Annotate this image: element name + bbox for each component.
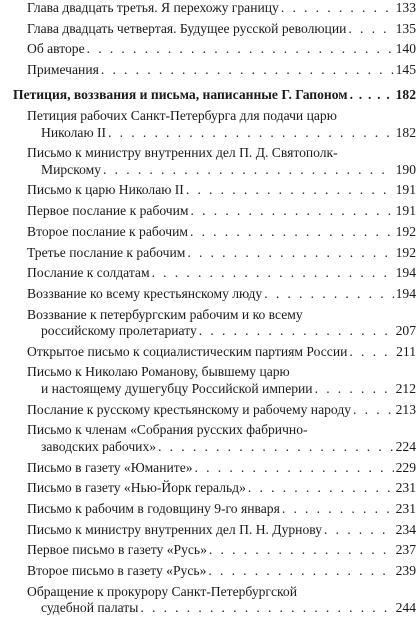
leader-dots bbox=[209, 542, 394, 559]
toc-entry-title: Второе послание к рабочим bbox=[27, 223, 188, 239]
leader-dots bbox=[348, 21, 393, 38]
leader-dots bbox=[264, 286, 393, 303]
toc-entry-page: 211 bbox=[396, 343, 416, 359]
leader-dots bbox=[199, 323, 394, 340]
toc-entry bbox=[0, 203, 418, 220]
leader-dots bbox=[281, 0, 394, 17]
leader-dots bbox=[190, 224, 394, 241]
toc-entry-page: 212 bbox=[395, 380, 416, 396]
toc-entry-page: 194 bbox=[395, 285, 416, 301]
toc-entry-title: Открытое письмо к социалистическим партиям России bbox=[27, 343, 348, 359]
toc-entry bbox=[0, 265, 418, 282]
toc-entry-title-line1: Письмо к членам «Собрания русских фабрично- bbox=[27, 422, 308, 438]
leader-dots bbox=[152, 265, 394, 282]
toc-entry-title: Письмо к рабочим в годовщину 9-го января bbox=[27, 500, 280, 516]
toc-entry-title-line1: Письмо к министру внутренних дел П. Д. Святополк- bbox=[27, 145, 338, 161]
leader-dots bbox=[282, 501, 394, 518]
toc-entry-page: 237 bbox=[395, 542, 416, 558]
toc-entry-page: 140 bbox=[395, 41, 416, 57]
leader-dots bbox=[195, 460, 394, 477]
toc-entry bbox=[0, 584, 418, 617]
toc-entry-title: Глава двадцать четвертая. Будущее русской революции bbox=[27, 20, 347, 36]
leader-dots bbox=[191, 203, 394, 220]
toc-entry bbox=[0, 402, 418, 419]
toc-entry-title: Мирскому bbox=[41, 161, 102, 177]
toc-entry-title: Николаю II bbox=[41, 124, 107, 140]
toc-entry-title: Письмо в газету «Нью-Йорк геральд» bbox=[27, 480, 246, 496]
toc-entry bbox=[0, 41, 418, 58]
toc-entry bbox=[0, 460, 418, 477]
toc-entry-page: 231 bbox=[395, 480, 416, 496]
toc-entry-title: Второе письмо в газету «Русь» bbox=[27, 562, 207, 578]
toc-entry-page: 145 bbox=[395, 62, 416, 78]
toc-entry bbox=[0, 422, 418, 455]
toc-entry bbox=[0, 480, 418, 497]
toc-entry-title: российскому пролетариату bbox=[41, 323, 197, 339]
toc-entry bbox=[0, 286, 418, 303]
leader-dots bbox=[87, 41, 394, 58]
leader-dots bbox=[103, 162, 394, 179]
toc-entry-title: Послание к русскому крестьянскому и рабочему народу bbox=[27, 401, 352, 417]
toc-entry-page: 239 bbox=[395, 562, 416, 578]
toc-entry-page: 229 bbox=[395, 459, 416, 475]
toc-entry-page: 234 bbox=[395, 521, 416, 537]
toc-entry-title: Первое письмо в газету «Русь» bbox=[27, 542, 207, 558]
toc-entry bbox=[0, 364, 418, 397]
toc-entry-title: Послание к солдатам bbox=[27, 265, 150, 281]
toc-entry-page: 231 bbox=[395, 500, 416, 516]
toc-entry bbox=[0, 21, 418, 38]
toc-entry bbox=[0, 62, 418, 79]
toc-entry-title: Письмо к министру внутренних дел П. Н. Дурнову bbox=[27, 521, 323, 537]
toc-entry-title: Письмо в газету «Юманите» bbox=[27, 459, 193, 475]
toc-entry bbox=[0, 542, 418, 559]
toc-entry bbox=[0, 307, 418, 340]
leader-dots bbox=[349, 344, 394, 361]
toc-entry-page: 192 bbox=[395, 244, 416, 260]
leader-dots bbox=[350, 87, 394, 104]
toc-entry-page: 207 bbox=[395, 323, 416, 339]
leader-dots bbox=[101, 62, 394, 79]
section-page: 182 bbox=[395, 86, 416, 102]
toc-entry bbox=[0, 182, 418, 199]
toc-entry bbox=[0, 0, 418, 17]
toc-entry-page: 244 bbox=[395, 600, 416, 616]
toc-entry-page: 182 bbox=[395, 124, 416, 140]
leader-dots bbox=[187, 245, 393, 262]
leader-dots bbox=[186, 182, 394, 199]
toc-entry bbox=[0, 224, 418, 241]
toc-entry-page: 191 bbox=[395, 182, 416, 198]
leader-dots bbox=[353, 402, 394, 419]
toc-entry-page: 192 bbox=[395, 223, 416, 239]
leader-dots bbox=[315, 381, 394, 398]
leader-dots bbox=[140, 600, 393, 617]
toc-entry-title-line1: Обращение к прокурору Санкт-Петербургской bbox=[27, 583, 298, 599]
toc-entry-title: Письмо к царю Николаю II bbox=[27, 182, 184, 198]
leader-dots bbox=[208, 563, 393, 580]
toc-entry-page: 191 bbox=[395, 203, 416, 219]
toc-entry-title: Воззвание ко всему крестьянскому люду bbox=[27, 285, 263, 301]
toc-entry bbox=[0, 563, 418, 580]
leader-dots bbox=[248, 480, 394, 497]
toc-entry-title: Об авторе bbox=[27, 41, 85, 57]
toc-entry-page: 133 bbox=[395, 0, 416, 15]
toc-entry-title-line1: Воззвание к петербургским рабочим и ко всему bbox=[27, 306, 303, 322]
toc-entry-title: Примечания bbox=[27, 62, 99, 78]
toc-entry bbox=[0, 344, 418, 361]
toc-entry-title-line1: Петиция рабочих Санкт-Петербурга для подачи царю bbox=[27, 108, 337, 124]
leader-dots bbox=[324, 522, 394, 539]
toc-entry-title: Глава двадцать третья. Я перехожу границу bbox=[27, 0, 279, 15]
leader-dots bbox=[108, 125, 394, 142]
toc-entry bbox=[0, 145, 418, 178]
toc-entry-page: 190 bbox=[395, 161, 416, 177]
toc-entry-title: и настоящему душегубцу Российской империи bbox=[41, 380, 313, 396]
toc-entry bbox=[0, 108, 418, 141]
toc-section-heading bbox=[0, 87, 418, 104]
toc-entry-title: судебной палаты bbox=[41, 600, 139, 616]
toc-entry bbox=[0, 501, 418, 518]
toc-entry-page: 224 bbox=[395, 438, 416, 454]
leader-dots bbox=[158, 439, 394, 456]
toc-entry-page: 213 bbox=[395, 401, 416, 417]
toc-entry bbox=[0, 245, 418, 262]
section-title: Петиция, воззвания и письма, написанные Г. Гапоном bbox=[13, 86, 348, 102]
toc-entry-page: 194 bbox=[395, 265, 416, 281]
toc-entry-title: Первое послание к рабочим bbox=[27, 203, 189, 219]
toc-entry-title: заводских рабочих» bbox=[41, 438, 157, 454]
toc-entry bbox=[0, 522, 418, 539]
toc-entry-page: 135 bbox=[395, 20, 416, 36]
toc-entry-title-line1: Письмо к Николаю Романову, бывшему царю bbox=[27, 364, 290, 380]
toc-entry-title: Третье послание к рабочим bbox=[27, 244, 186, 260]
